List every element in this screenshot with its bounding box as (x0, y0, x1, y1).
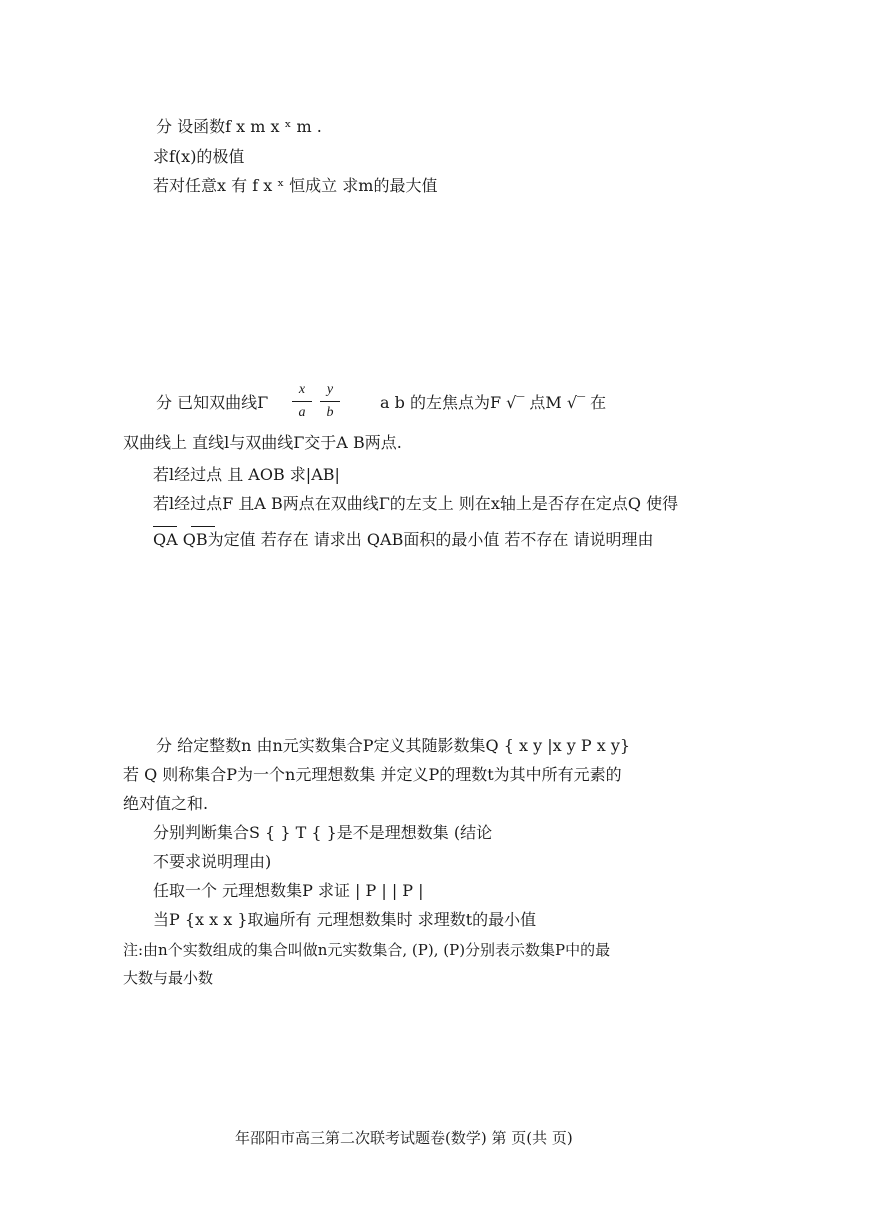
problem-3-line-7: 当P {x x x }取遍所有 元理想数集时 求理数t的最小值 (153, 910, 537, 929)
fraction-denominator-a: a (298, 405, 306, 420)
fraction-bar (292, 401, 312, 402)
problem-2-line-1-end: a b 的左焦点为F √‾ 点M √‾ 在 (380, 393, 607, 412)
problem-1-line-2: 求f(x)的极值 (153, 147, 245, 166)
fraction-numerator-x: x (298, 382, 306, 397)
fraction-denominator-b: b (326, 405, 334, 420)
vector-overline-qb (191, 526, 215, 527)
problem-3-note-line-2: 大数与最小数 (123, 969, 214, 987)
problem-2-line-4: 若l经过点F 且A B两点在双曲线Γ的左支上 则在x轴上是否存在定点Q 使得 (153, 494, 679, 513)
problem-1-line-1: 分 设函数f x m x ˣ m . (156, 117, 322, 136)
problem-1-line-3: 若对任意x 有 f x ˣ 恒成立 求m的最大值 (153, 176, 438, 195)
problem-3-line-2: 若 Q 则称集合P为一个n元理想数集 并定义P的理数t为其中所有元素的 (123, 765, 622, 784)
problem-3-note-line-1: 注:由n个实数组成的集合叫做n元实数集合, (P), (P)分别表示数集P中的最 (123, 941, 611, 959)
problem-2-line-2: 双曲线上 直线l与双曲线Γ交于A B两点. (123, 433, 402, 452)
problem-2-line-3: 若l经过点 且 AOB 求|AB| (153, 465, 340, 484)
page-footer: 年邵阳市高三第二次联考试题卷(数学) 第 页(共 页) (235, 1129, 573, 1147)
problem-3-line-6: 任取一个 元理想数集P 求证 | P | | P | (153, 881, 424, 900)
problem-2-line-5: QA QB为定值 若存在 请求出 QAB面积的最小值 若不存在 请说明理由 (153, 530, 654, 549)
problem-3-line-4: 分别判断集合S { } T { }是不是理想数集 (结论 (153, 823, 493, 842)
problem-3-line-1: 分 给定整数n 由n元实数集合P定义其随影数集Q { x y |x y P x y} (156, 736, 631, 755)
fraction-numerator-y: y (326, 382, 334, 397)
problem-2-line-1-start: 分 已知双曲线Γ (156, 393, 269, 412)
vector-overline-qa (153, 526, 177, 527)
fraction-bar (320, 401, 340, 402)
problem-3-line-5: 不要求说明理由) (153, 852, 272, 871)
problem-3-line-3: 绝对值之和. (123, 794, 209, 813)
